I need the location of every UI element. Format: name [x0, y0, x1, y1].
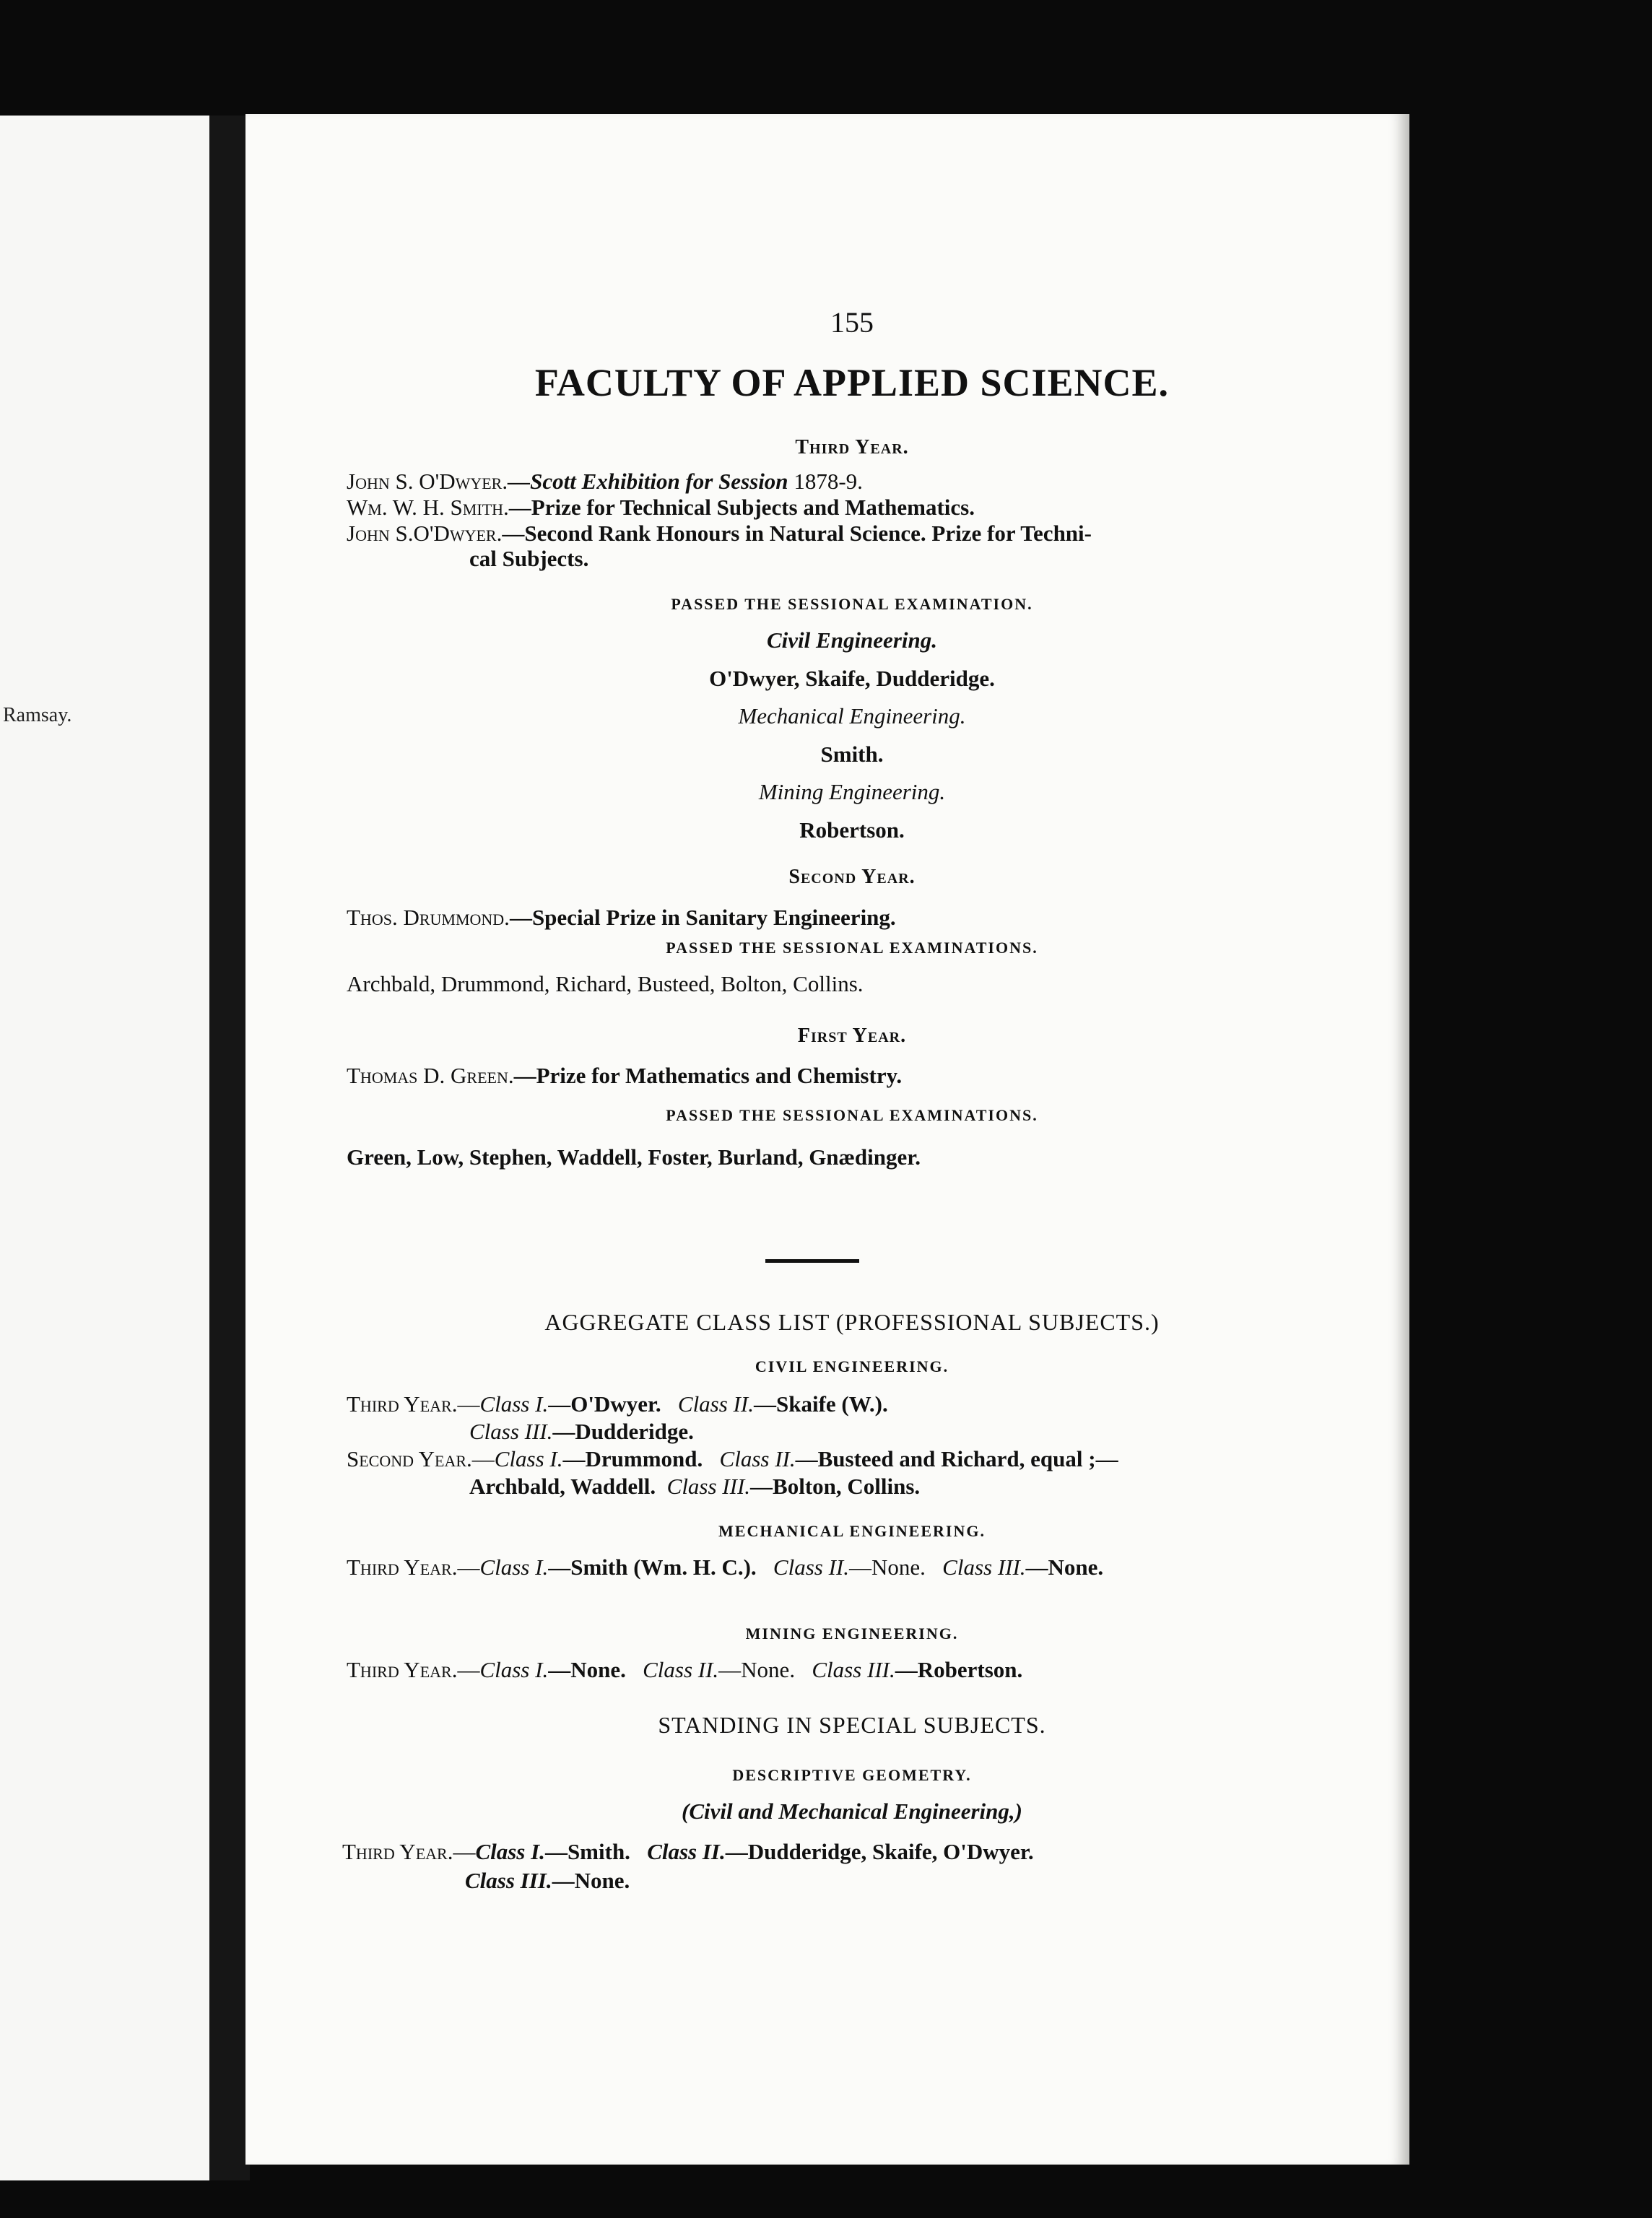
- mechanical-heading: MECHANICAL ENGINEERING.: [718, 1522, 986, 1540]
- third-year-heading: Third Year.: [795, 436, 909, 458]
- entry-drummond-prize: [347, 904, 896, 931]
- class-label: Class I.: [479, 1391, 549, 1417]
- class-names: —Smith.: [544, 1839, 630, 1864]
- entry-text: —Prize for Technical Subjects and Mathematics.: [508, 495, 975, 520]
- class-names: —None.: [1025, 1554, 1104, 1580]
- entry-text: —Second Rank Honours in Natural Science. Prize for Techni-: [502, 521, 1092, 546]
- civil-second-year-cont: [347, 1473, 920, 1500]
- class-names: —Bolton, Collins.: [750, 1474, 921, 1499]
- class-label: Class I.: [475, 1839, 545, 1864]
- subject-mechanical: Mechanical Engineering.: [738, 703, 966, 729]
- entry-continuation: cal Subjects.: [469, 546, 589, 571]
- year-label: Second Year.: [347, 1446, 472, 1471]
- special-third-year-cont: [465, 1867, 630, 1894]
- names-mechanical: Smith.: [820, 741, 884, 767]
- class-label: Class II.: [643, 1657, 719, 1682]
- class-names: —None.: [548, 1657, 626, 1682]
- passed-heading-first: PASSED THE SESSIONAL EXAMINATIONS.: [666, 1106, 1038, 1124]
- book-gutter: [209, 116, 250, 2180]
- subject-mining: Mining Engineering.: [758, 779, 946, 804]
- names-mining: Robertson.: [799, 817, 905, 843]
- entry-name: Thos. Drummond.: [347, 905, 510, 930]
- mining-third-year: Third Year.—Class I.—None. Class II.—None. Class III.—Robertson.: [347, 1657, 1023, 1682]
- previous-page-fragment: Ramsay.: [3, 704, 72, 726]
- class-names: —Skaife (W.).: [753, 1391, 888, 1417]
- class-label: Class II.: [719, 1446, 796, 1471]
- class-names: —Drummond.: [562, 1446, 703, 1471]
- class-names: —None.: [552, 1868, 630, 1893]
- entry-odwyer-honours: [347, 520, 1092, 547]
- class-names: —Busteed and Richard, equal ;—: [795, 1446, 1118, 1471]
- entry-name: John S. O'Dwyer.: [347, 469, 508, 494]
- entry-smith-prize: [347, 494, 975, 521]
- class-names: —Dudderidge, Skaife, O'Dwyer.: [725, 1839, 1034, 1864]
- special-sub-note: (Civil and Mechanical Engineering,): [682, 1799, 1022, 1824]
- year-label: Third Year.: [347, 1657, 458, 1682]
- special-third-year: Third Year.—Class I.—Smith. Class II.—Dudderidge, Skaife, O'Dwyer.: [342, 1839, 1034, 1864]
- second-year-heading: Second Year.: [788, 866, 916, 888]
- entry-name: John S.O'Dwyer.: [347, 521, 503, 546]
- entry-text-session: 1878-9.: [788, 469, 863, 494]
- class-label: Class I.: [494, 1446, 563, 1471]
- class-label: Class III.: [812, 1657, 895, 1682]
- civil-second-year: Second Year.—Class I.—Drummond. Class II.—Busteed and Richard, equal ;—: [347, 1446, 1118, 1471]
- class-label: Class III.: [942, 1554, 1026, 1580]
- names-civil: O'Dwyer, Skaife, Dudderidge.: [709, 666, 995, 691]
- year-label: Third Year.: [342, 1839, 453, 1864]
- special-heading: STANDING IN SPECIAL SUBJECTS.: [658, 1712, 1046, 1738]
- entry-name: Wm. W. H. Smith.: [347, 495, 509, 520]
- class-label: Class III.: [666, 1474, 751, 1499]
- first-year-heading: First Year.: [797, 1025, 907, 1047]
- subject-civil: Civil Engineering.: [767, 627, 937, 653]
- class-label: Class I.: [479, 1554, 549, 1580]
- page-number: 155: [830, 306, 874, 339]
- mining-heading-text: MINING ENGINEERING.: [745, 1625, 959, 1643]
- class-label: Class III.: [469, 1419, 553, 1444]
- class-names: —Dudderidge.: [552, 1419, 694, 1444]
- year-label: Third Year.: [347, 1391, 458, 1417]
- names-second-year: Archbald, Drummond, Richard, Busteed, Bolton, Collins.: [347, 971, 864, 996]
- entry-odwyer-exhibition: [347, 468, 863, 495]
- previous-page: [0, 116, 209, 2180]
- class-names: —Smith (Wm. H. C.).: [548, 1554, 757, 1580]
- passed-heading-third: PASSED THE SESSIONAL EXAMINATION.: [671, 595, 1033, 613]
- class-label: Class II.: [773, 1554, 849, 1580]
- class-names: —None.: [849, 1554, 926, 1580]
- class-label: Class I.: [479, 1657, 549, 1682]
- page-title: FACULTY OF APPLIED SCIENCE.: [534, 361, 1170, 404]
- civil-third-year: Third Year.—Class I.—O'Dwyer. Class II.—Skaife (W.).: [347, 1391, 888, 1417]
- entry-text: —Scott Exhibition for Session: [508, 469, 788, 494]
- aggregate-heading: AGGREGATE CLASS LIST (PROFESSIONAL SUBJECTS.): [544, 1309, 1160, 1335]
- class-label: Class II.: [647, 1839, 726, 1864]
- names-first-year: Green, Low, Stephen, Waddell, Foster, Burland, Gnædinger.: [347, 1144, 921, 1170]
- class-label: Class III.: [465, 1868, 552, 1893]
- civil-third-year-cont: [347, 1418, 694, 1445]
- class-names: —O'Dwyer.: [548, 1391, 661, 1417]
- entry-name: Thomas D. Green.: [347, 1063, 514, 1088]
- section-divider: [765, 1259, 859, 1263]
- class-names: —Robertson.: [895, 1657, 1023, 1682]
- year-label: Third Year.: [347, 1554, 458, 1580]
- passed-heading-second: PASSED THE SESSIONAL EXAMINATIONS.: [666, 939, 1038, 957]
- entry-text: —Special Prize in Sanitary Engineering.: [509, 905, 896, 930]
- special-sub-heading: DESCRIPTIVE GEOMETRY.: [732, 1766, 972, 1784]
- class-names: Archbald, Waddell.: [469, 1474, 656, 1499]
- civil-heading: CIVIL ENGINEERING.: [755, 1357, 949, 1375]
- entry-text: —Prize for Mathematics and Chemistry.: [513, 1063, 903, 1088]
- entry-green-prize: [347, 1062, 902, 1089]
- mechanical-third-year: Third Year.—Class I.—Smith (Wm. H. C.). Class II.—None. Class III.—None.: [347, 1554, 1104, 1580]
- class-label: Class II.: [677, 1391, 754, 1417]
- class-names: —None.: [718, 1657, 796, 1682]
